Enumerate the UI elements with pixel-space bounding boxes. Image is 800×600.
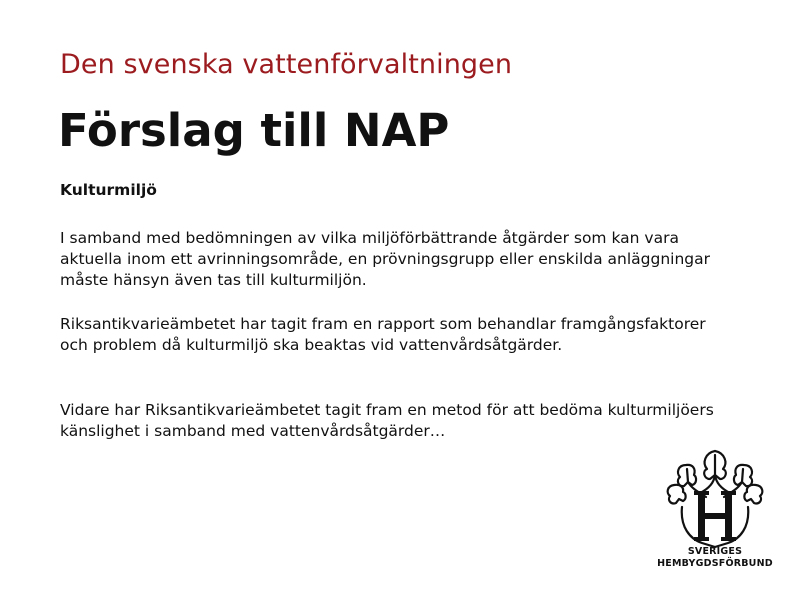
paragraph-1: I samband med bedömningen av vilka miljöförbättrande åtgärder som kan vara aktuella inom ett avrinningsområde, en prövningsgrupp eller enskilda anläggningar måste hänsyn även tas till kulturmiljön.	[60, 229, 710, 289]
paragraph-3: Vidare har Riksantikvarieämbetet tagit fram en metod för att bedöma kulturmiljöers känslighet i samband med vattenvårdsåtgärder…	[60, 401, 714, 440]
slide-supertitle: Den svenska vattenförvaltningen	[60, 49, 513, 80]
logo-wordmark	[650, 546, 780, 570]
paragraph-2: Riksantikvarieämbetet har tagit fram en rapport som behandlar framgångsfaktorer och problem då kulturmiljö ska beaktas vid vattenvårdsåtgärder.	[60, 315, 706, 354]
slide-title: Förslag till NAP	[58, 104, 450, 157]
logo-line-1: SVERIGES	[687, 546, 743, 557]
section-heading: Kulturmiljö	[60, 181, 157, 199]
logo-line-2: HEMBYGDSFÖRBUND	[657, 558, 773, 569]
